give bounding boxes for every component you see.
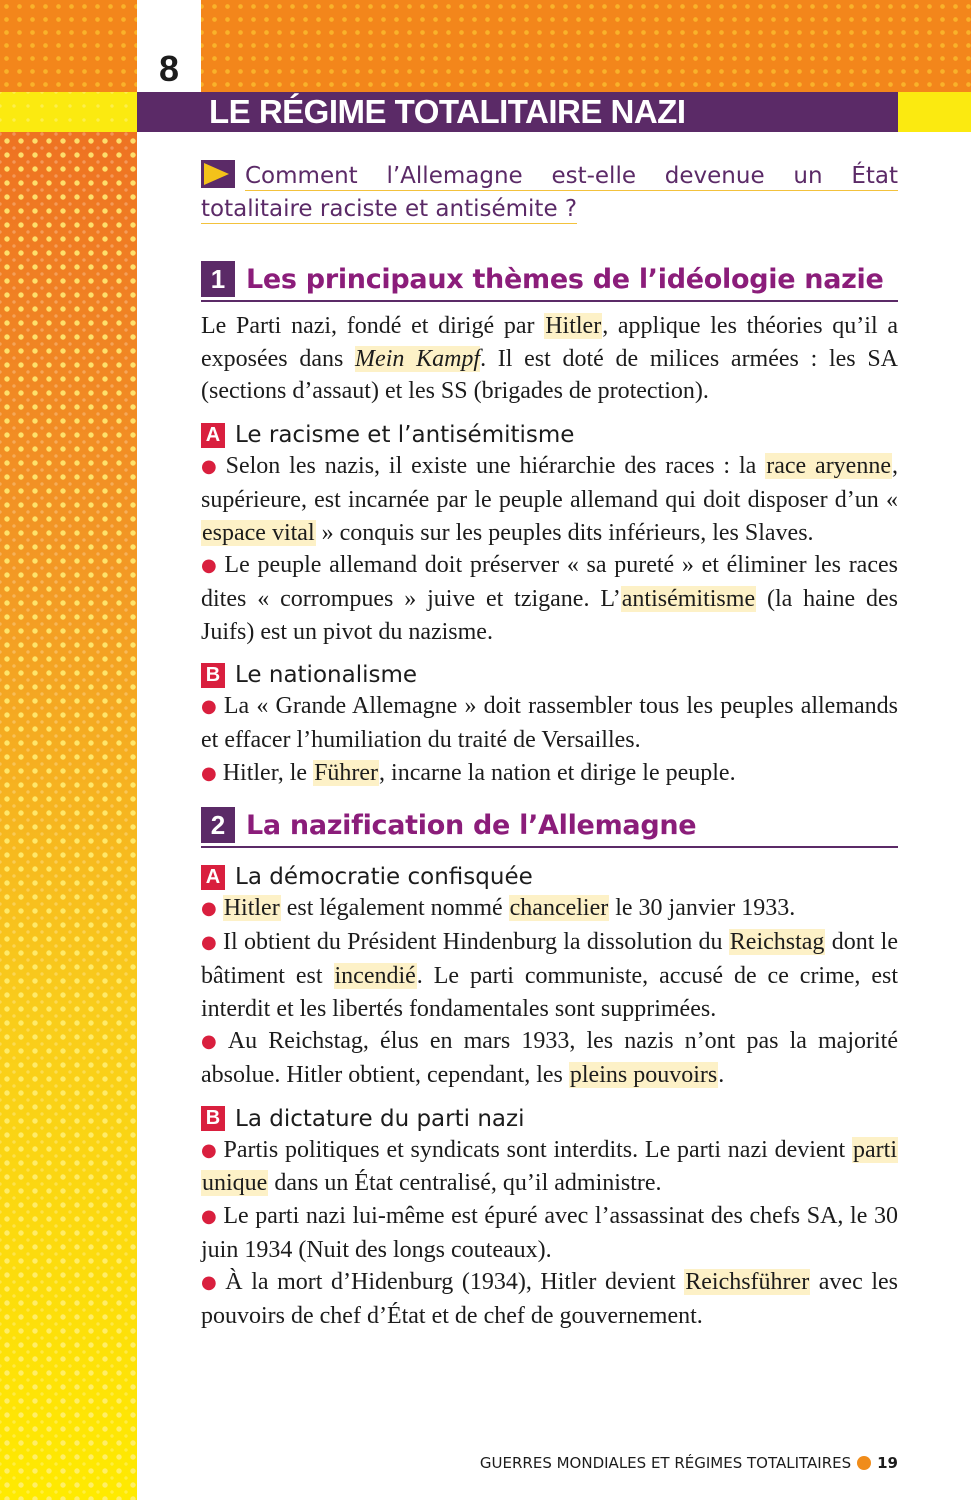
keyword-highlight: Hitler xyxy=(223,895,280,922)
section-2-heading xyxy=(201,804,898,848)
chapter-number: 8 xyxy=(158,48,180,89)
section-2-title: La nazification de l’Allemagne xyxy=(246,809,697,841)
section-2-number: 2 xyxy=(201,807,235,843)
bullet-dot-icon: ● xyxy=(201,1272,220,1294)
bullet-dot-icon: ● xyxy=(201,898,217,920)
bullet-dot-icon: ● xyxy=(201,555,219,577)
bullet-dot-icon: ● xyxy=(201,1206,218,1228)
subsection-letter: A xyxy=(201,423,225,448)
key-question xyxy=(201,160,898,226)
bullet-item: ● La « Grande Allemagne » doit rassembler tous les peuples allemands et effacer l’humiliation du traité de Versailles. xyxy=(201,693,898,754)
chapter-tab xyxy=(137,0,201,92)
subsection-title: La démocratie confisquée xyxy=(235,864,533,891)
keyword-highlight: Reichstag xyxy=(729,929,825,956)
subsection-title: La dictature du parti nazi xyxy=(235,1105,525,1132)
bullet-item: ● Au Reichstag, élus en mars 1933, les nazis n’ont pas la majorité absolue. Hitler obtient, cependant, les pleins pouvoirs. xyxy=(201,1028,898,1088)
section-1-heading xyxy=(201,258,898,302)
keyword-highlight: race aryenne xyxy=(766,453,891,480)
page-footer xyxy=(201,1452,898,1474)
bullet-dot-icon: ● xyxy=(201,696,218,718)
keyword-highlight: pleins pouvoirs xyxy=(569,1061,718,1088)
subsection-1b-heading xyxy=(201,662,898,688)
bullet-item: ● Hitler, le Führer, incarne la nation et dirige le peuple. xyxy=(201,759,736,786)
orange-dot-icon xyxy=(857,1456,871,1470)
subsection-letter: B xyxy=(201,1106,225,1131)
page-number: 19 xyxy=(877,1454,898,1472)
subsection-2a-heading xyxy=(201,864,898,890)
keyword-highlight: Reichsführer xyxy=(685,1269,810,1296)
section-1-intro: Le Parti nazi, fondé et dirigé par Hitler, applique les théories qu’il a exposées dans Mein Kampf. Il est doté de milices armées : les SA (sections d’assaut) et les SS (brigades de protection). xyxy=(201,313,899,405)
subsection-1a-heading xyxy=(201,422,898,448)
keyword-highlight: incendié xyxy=(334,962,416,989)
section-1-title: Les principaux thèmes de l’idéologie nazie xyxy=(246,263,884,295)
bullet-dot-icon: ● xyxy=(201,1139,218,1161)
keyword-highlight: parti unique xyxy=(202,1136,897,1197)
keyword-highlight: chancelier xyxy=(509,895,609,922)
bullet-dot-icon: ● xyxy=(201,456,220,478)
bullet-item: ● Le parti nazi lui-même est épuré avec l’assassinat des chefs SA, le 30 juin 1934 (Nuit des longs couteaux). xyxy=(201,1203,898,1263)
bullet-item: ● Il obtient du Président Hindenburg la dissolution du Reichstag dont le bâtiment est incendié. Le parti communiste, accusé de ce crime, est interdit et les libertés fondamentales sont supprimées. xyxy=(201,929,899,1022)
key-question-text: Comment l’Allemagne est-elle devenue un État totalitaire raciste et antisémite ? xyxy=(201,163,898,222)
subsection-letter: B xyxy=(201,663,225,688)
bullet-item: ● À la mort d’Hidenburg (1934), Hitler devient Reichsführer avec les pouvoirs de chef d’État et de chef de gouvernement. xyxy=(201,1269,898,1330)
page-title: LE RÉGIME TOTALITAIRE NAZI xyxy=(209,93,686,130)
section-1-number: 1 xyxy=(201,261,235,297)
play-arrow-icon xyxy=(201,160,235,188)
content-column xyxy=(201,160,898,1333)
keyword-highlight: antisémitisme xyxy=(621,585,756,612)
footer-label: GUERRES MONDIALES ET RÉGIMES TOTALITAIRES xyxy=(479,1454,852,1472)
keyword-highlight: espace vital xyxy=(202,519,315,546)
subsection-2b-heading xyxy=(201,1106,898,1132)
bullet-item: ● Partis politiques et syndicats sont interdits. Le parti nazi devient parti unique dans un État centralisé, qu’il administre. xyxy=(201,1136,897,1197)
bullet-item: ● Hitler est légalement nommé chancelier le 30 janvier 1933. xyxy=(201,895,796,922)
book-title: Mein Kampf xyxy=(355,345,481,372)
bullet-item: ● Selon les nazis, il existe une hiérarchie des races : la race aryenne, supérieure, est incarnée par le peuple allemand qui doit disposer d’un « espace vital » conquis sur les peuples dits inférieurs, les Slaves. xyxy=(201,453,898,546)
bullet-item: ● Le peuple allemand doit préserver « sa pureté » et éliminer les races dites « corrompues » juive et tzigane. L’antisémitisme (la haine des Juifs) est un pivot du nazisme. xyxy=(201,552,898,645)
bullet-dot-icon: ● xyxy=(201,762,217,784)
keyword-highlight: Hitler xyxy=(545,313,602,339)
title-bar xyxy=(137,92,898,132)
bullet-dot-icon: ● xyxy=(201,932,217,954)
subsection-title: Le racisme et l’antisémitisme xyxy=(235,422,575,449)
bullet-dot-icon: ● xyxy=(201,1031,222,1053)
subsection-title: Le nationalisme xyxy=(235,662,418,689)
left-pattern-band xyxy=(0,92,137,1500)
subsection-letter: A xyxy=(201,865,225,890)
keyword-highlight: Führer xyxy=(314,759,379,786)
